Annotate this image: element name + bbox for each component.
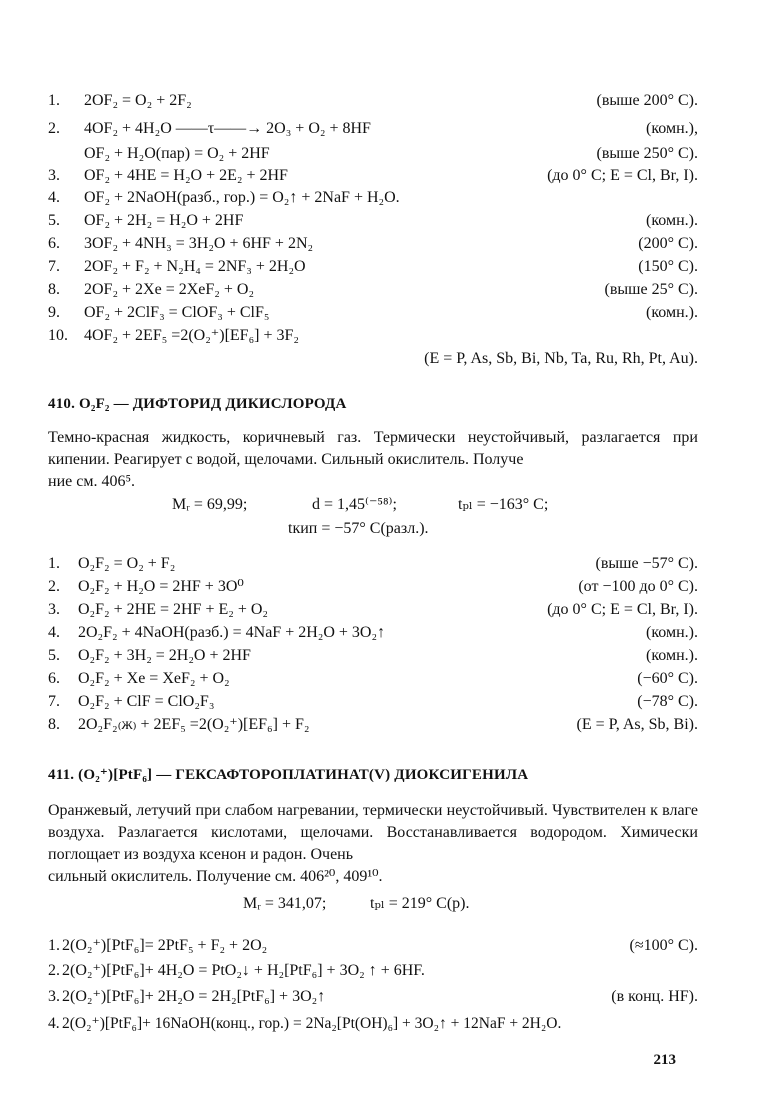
reaction-line	[48, 143, 698, 165]
molar-mass: Mᵣ = 341,07;	[243, 895, 327, 912]
reaction-equation: 2(O₂⁺)[PtF₆]= 2PtF₅ + F₂ + 2O₂	[62, 937, 268, 954]
description-text: Темно-красная жидкость, коричневый газ. Термически неустойчивый, разлагается при кипении. Реагирует с водой, щелочами. Сильный окислитель. Получе	[48, 429, 698, 468]
density: d = 1,45⁽⁻⁵⁸⁾;	[312, 496, 397, 513]
reaction-condition: (−78° C).	[637, 693, 698, 710]
reaction-condition: (выше −57° C).	[595, 555, 698, 572]
reaction-number: 2.	[48, 962, 60, 979]
reaction-equation: OF₂ + 2H₂ = H₂O + 2HF	[84, 212, 244, 229]
reaction-number: 8.	[48, 716, 60, 733]
reaction-condition: (от −100 до 0° C).	[578, 578, 698, 595]
reaction-line	[48, 986, 698, 1008]
reaction-condition: (до 0° C; E = Cl, Br, I).	[547, 167, 698, 184]
reaction-number: 1.	[48, 92, 60, 109]
reaction-number: 9.	[48, 304, 60, 321]
reaction-number: 6.	[48, 670, 60, 687]
reaction-line	[48, 256, 698, 278]
reaction-equation: O₂F₂ + 2HE = 2HF + E₂ + O₂	[78, 601, 268, 618]
reaction-number: 7.	[48, 258, 60, 275]
melting-point: tₚₗ = −163° C;	[458, 496, 549, 513]
reaction-line	[48, 576, 698, 598]
reaction-number: 6.	[48, 235, 60, 252]
reaction-equation: O₂F₂ + Xe = XeF₂ + O₂	[78, 670, 230, 687]
reaction-line	[48, 233, 698, 255]
reaction-condition: (комн.).	[646, 647, 698, 664]
reaction-line	[48, 691, 698, 713]
reaction-line	[48, 622, 698, 644]
reaction-equation: 4OF₂ + 2EF₅ =2(O₂⁺)[EF₆] + 3F₂	[84, 327, 299, 344]
reaction-equation: O₂F₂ + H₂O = 2HF + 3O⁰	[78, 578, 244, 595]
reaction-condition: (150° C).	[638, 258, 698, 275]
reaction-line	[48, 553, 698, 575]
reaction-number: 4.	[48, 189, 60, 206]
reaction-condition: (−60° C).	[637, 670, 698, 687]
section-description	[48, 427, 698, 493]
reaction-condition: (выше 250° C).	[596, 145, 698, 162]
reaction-condition: (комн.).	[646, 624, 698, 641]
reaction-number: 2.	[48, 120, 60, 137]
reaction-condition: (комн.).	[646, 304, 698, 321]
reaction-number: 4.	[48, 1015, 60, 1032]
section-heading: 411. (O₂⁺)[PtF₆] — ГЕКСАФТОРОПЛАТИНАТ(V) ДИОКСИГЕНИЛА	[48, 767, 529, 783]
reaction-equation: O₂F₂ = O₂ + F₂	[78, 555, 176, 572]
molar-mass: Mᵣ = 69,99;	[172, 496, 248, 513]
reaction-equation: OF₂ + H₂O(пар) = O₂ + 2HF	[84, 145, 270, 162]
reaction-equation: 2O₂F₂ + 4NaOH(разб.) = 4NaF + 2H₂O + 3O₂↑	[78, 624, 386, 641]
boiling-point: tкип = −57° C(разл.).	[288, 520, 429, 537]
reaction-condition: (≈100° C).	[629, 937, 698, 954]
reaction-condition: (E = P, As, Sb, Bi).	[576, 716, 698, 733]
reaction-equation: O₂F₂ + ClF = ClO₂F₃	[78, 693, 215, 710]
reaction-line	[48, 90, 698, 112]
section-heading: 410. O₂F₂ — ДИФТОРИД ДИКИСЛОРОДА	[48, 396, 347, 412]
reaction-condition: (комн.),	[646, 120, 698, 137]
reaction-line	[48, 302, 698, 324]
reaction-number: 3.	[48, 601, 60, 618]
reaction-condition: (в конц. HF).	[611, 988, 698, 1005]
reaction-equation: 3OF₂ + 4NH₃ = 3H₂O + 6HF + 2N₂	[84, 235, 314, 252]
reaction-equation: 2(O₂⁺)[PtF₆]+ 4H₂O = PtO₂↓ + H₂[PtF₆] + 3O₂ ↑ + 6HF.	[62, 962, 425, 979]
reaction-number: 1.	[48, 555, 60, 572]
reaction-number: 7.	[48, 693, 60, 710]
reaction-line	[48, 165, 698, 187]
reaction-condition: (выше 200° C).	[596, 92, 698, 109]
reaction-equation: 2OF₂ + 2Xe = 2XeF₂ + O₂	[84, 281, 255, 298]
reaction-equation: OF₂ + 2NaOH(разб., гор.) = O₂↑ + 2NaF + H₂O.	[84, 189, 400, 206]
reaction-number: 10.	[48, 327, 68, 344]
reaction-number: 5.	[48, 647, 60, 664]
reaction-equation: 2(O₂⁺)[PtF₆]+ 2H₂O = 2H₂[PtF₆] + 3O₂↑	[62, 988, 326, 1005]
reaction-line	[48, 325, 698, 347]
description-text-last-line: сильный окислитель. Получение см. 406²⁰, 409¹⁰.	[48, 868, 383, 885]
reaction-number: 1.	[48, 937, 60, 954]
reaction-number: 8.	[48, 281, 60, 298]
reaction-equation: 2O₂F₂₍ж₎ + 2EF₅ =2(O₂⁺)[EF₆] + F₂	[78, 716, 310, 733]
reaction-line	[48, 279, 698, 301]
element-list-condition: (E = P, As, Sb, Bi, Nb, Ta, Ru, Rh, Pt, Au).	[424, 350, 698, 367]
reaction-number: 2.	[48, 578, 60, 595]
reaction-line	[48, 1013, 698, 1035]
reaction-line	[48, 118, 698, 140]
reaction-line	[48, 210, 698, 232]
reaction-number: 4.	[48, 624, 60, 641]
reaction-equation: 2(O₂⁺)[PtF₆]+ 16NaOH(конц., гор.) = 2Na₂[Pt(OH)₆] + 3O₂↑ + 12NaF + 2H₂O.	[62, 1015, 562, 1032]
reaction-line	[48, 599, 698, 621]
section-description	[48, 800, 698, 888]
description-text-last-line: ние см. 406⁵.	[48, 473, 136, 490]
reaction-equation: O₂F₂ + 3H₂ = 2H₂O + 2HF	[78, 647, 251, 664]
reaction-condition: (комн.).	[646, 212, 698, 229]
reaction-equation: 2OF₂ + F₂ + N₂H₄ = 2NF₃ + 2H₂O	[84, 258, 306, 275]
page-number: 213	[653, 1052, 676, 1068]
description-text: Оранжевый, летучий при слабом нагревании, термически неустойчивый. Чувствителен к влаге воздуха. Разлагается кислотами, щелочами. Восстанавливается водородом. Химически поглощает из воздуха ксенон и радон. Очень	[48, 802, 698, 863]
reaction-number: 3.	[48, 988, 60, 1005]
reaction-equation: 4OF₂ + 4H₂O ——τ——→ 2O₃ + O₂ + 8HF	[84, 120, 371, 137]
reaction-condition: (200° C).	[638, 235, 698, 252]
reaction-line	[48, 187, 698, 209]
reaction-line	[48, 668, 698, 690]
reaction-line	[48, 645, 698, 667]
reaction-number: 5.	[48, 212, 60, 229]
melting-point: tₚₗ = 219° C(р).	[370, 895, 470, 912]
reaction-equation: OF₂ + 4HE = H₂O + 2E₂ + 2HF	[84, 167, 288, 184]
reaction-condition: (до 0° C; E = Cl, Br, I).	[547, 601, 698, 618]
reaction-equation: 2OF₂ = O₂ + 2F₂	[84, 92, 192, 109]
reaction-line	[48, 935, 698, 957]
reaction-condition: (выше 25° C).	[604, 281, 698, 298]
reaction-equation: OF₂ + 2ClF₃ = ClOF₃ + ClF₅	[84, 304, 270, 321]
reaction-number: 3.	[48, 167, 60, 184]
reaction-line	[48, 714, 698, 736]
reaction-line	[48, 960, 698, 982]
